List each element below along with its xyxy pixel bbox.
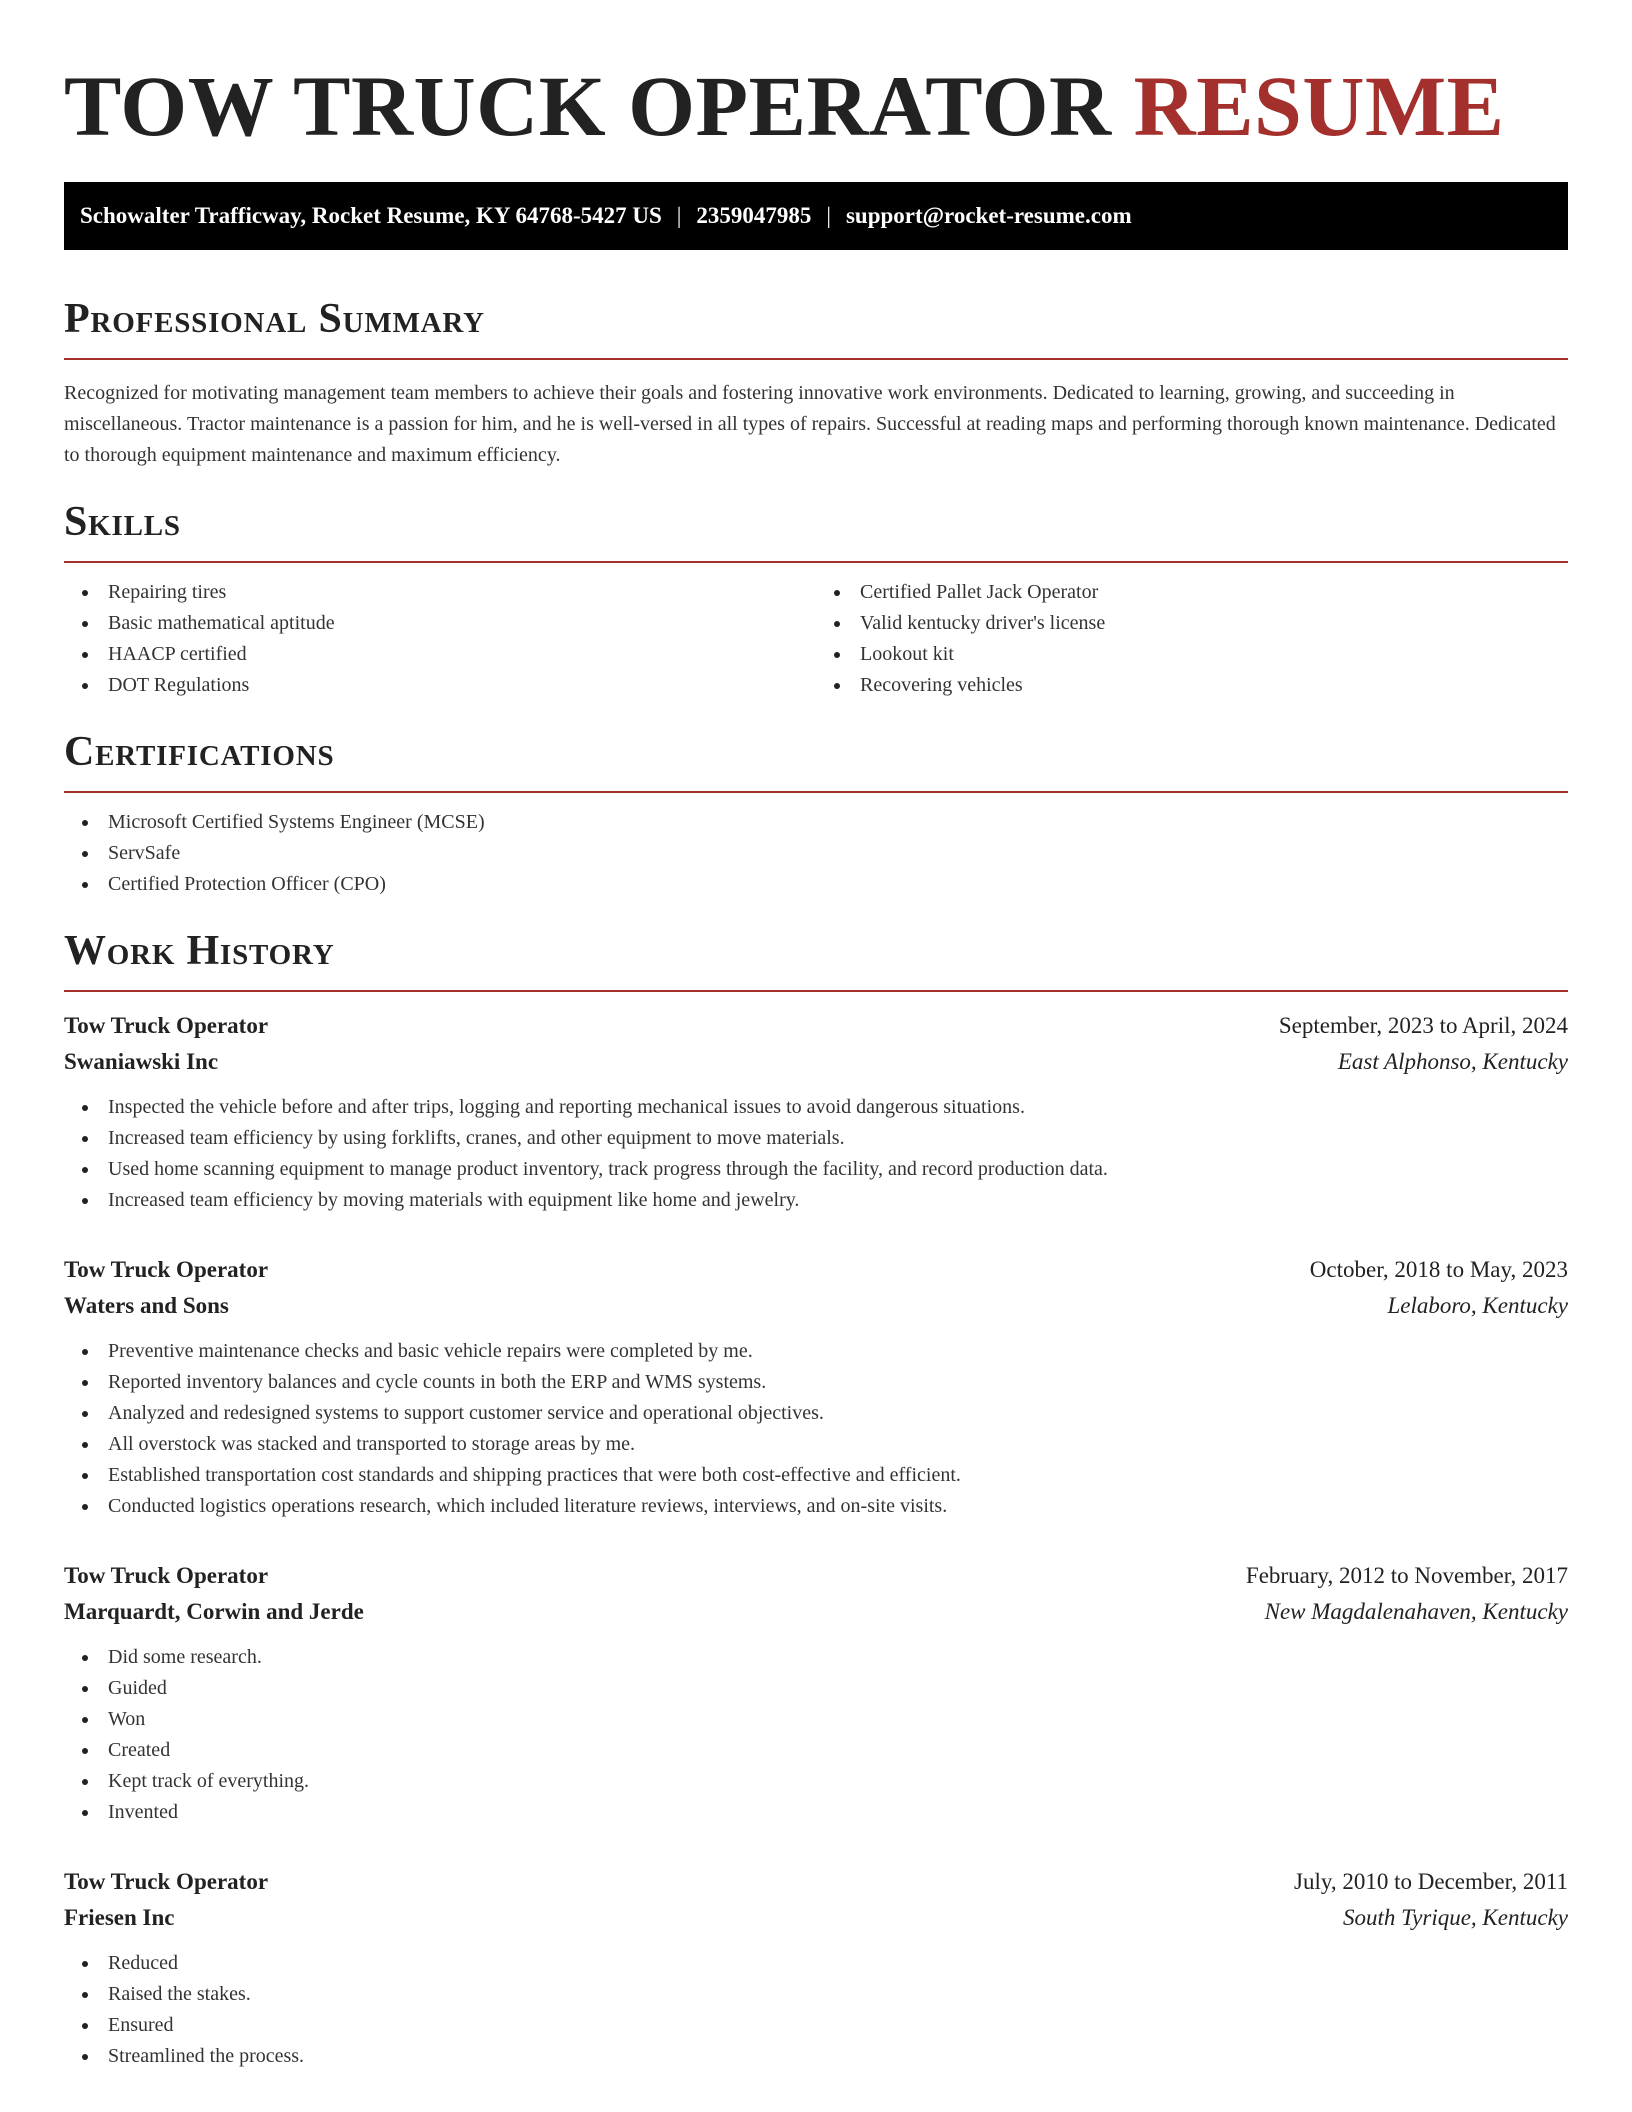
job-header-row bbox=[64, 1864, 1568, 1900]
skill-item: Basic mathematical aptitude bbox=[64, 608, 816, 639]
job-bullet: Increased team efficiency by moving materials with equipment like home and jewelry. bbox=[64, 1185, 1568, 1216]
job-entry bbox=[64, 1252, 1568, 1522]
certifications-section bbox=[64, 727, 1568, 900]
job-bullet: Raised the stakes. bbox=[64, 1979, 1568, 2010]
job-bullet: Increased team efficiency by using forklifts, cranes, and other equipment to move materials. bbox=[64, 1123, 1568, 1154]
skill-item: Valid kentucky driver's license bbox=[816, 608, 1568, 639]
job-dates: February, 2012 to November, 2017 bbox=[1245, 1563, 1568, 1588]
skill-item: Certified Pallet Jack Operator bbox=[816, 577, 1568, 608]
skill-item: HAACP certified bbox=[64, 639, 816, 670]
job-bullet: Reduced bbox=[64, 1948, 1568, 1979]
job-bullet: Analyzed and redesigned systems to support customer service and operational objectives. bbox=[64, 1398, 1568, 1429]
certifications-list bbox=[64, 807, 1568, 900]
job-bullet: Conducted logistics operations research, which included literature reviews, interviews, and on-site visits. bbox=[64, 1491, 1568, 1522]
job-bullet: Preventive maintenance checks and basic vehicle repairs were completed by me. bbox=[64, 1336, 1568, 1367]
job-dates: September, 2023 to April, 2024 bbox=[1278, 1013, 1568, 1038]
job-location: Lelaboro, Kentucky bbox=[1387, 1293, 1568, 1318]
contact-bar bbox=[64, 182, 1568, 250]
job-company: Swaniawski Inc bbox=[64, 1049, 219, 1074]
contact-separator: | bbox=[826, 203, 831, 228]
section-divider bbox=[64, 791, 1568, 793]
job-dates: July, 2010 to December, 2011 bbox=[1294, 1869, 1568, 1894]
contact-address: Schowalter Trafficway, Rocket Resume, KY 64768-5427 US bbox=[80, 203, 662, 228]
skills-grid bbox=[64, 563, 1568, 701]
job-company: Marquardt, Corwin and Jerde bbox=[64, 1599, 364, 1624]
job-header-row bbox=[64, 1252, 1568, 1288]
skills-heading: Skills bbox=[64, 499, 181, 545]
job-entry bbox=[64, 1558, 1568, 1828]
resume-title bbox=[64, 56, 1568, 156]
section-divider bbox=[64, 990, 1568, 992]
job-bullet: Did some research. bbox=[64, 1642, 1568, 1673]
job-bullet: Used home scanning equipment to manage product inventory, track progress through the facility, and record production data. bbox=[64, 1154, 1568, 1185]
job-location: East Alphonso, Kentucky bbox=[1337, 1049, 1568, 1074]
job-bullets bbox=[64, 1336, 1568, 1522]
job-bullet: Established transportation cost standards and shipping practices that were both cost-effective and efficient. bbox=[64, 1460, 1568, 1491]
work-history-heading: Work History bbox=[64, 928, 335, 974]
job-title: Tow Truck Operator bbox=[64, 1257, 269, 1282]
job-bullet: Streamlined the process. bbox=[64, 2041, 1568, 2072]
job-company: Friesen Inc bbox=[64, 1905, 175, 1930]
job-bullets bbox=[64, 1092, 1568, 1216]
work-history-section bbox=[64, 926, 1568, 2072]
job-company: Waters and Sons bbox=[64, 1293, 229, 1318]
job-title: Tow Truck Operator bbox=[64, 1869, 269, 1894]
job-location: South Tyrique, Kentucky bbox=[1342, 1905, 1568, 1930]
skill-item: DOT Regulations bbox=[64, 670, 816, 701]
job-bullet: Won bbox=[64, 1704, 1568, 1735]
summary-heading: Professional Summary bbox=[64, 296, 485, 342]
job-company-row bbox=[64, 1044, 1568, 1080]
certifications-heading: Certifications bbox=[64, 729, 335, 775]
title-accent: RESUME bbox=[1133, 58, 1505, 154]
section-divider bbox=[64, 358, 1568, 360]
certification-item: Certified Protection Officer (CPO) bbox=[64, 869, 1568, 900]
skills-section bbox=[64, 497, 1568, 701]
job-company-row bbox=[64, 1594, 1568, 1630]
job-bullets bbox=[64, 1948, 1568, 2072]
job-bullet: Ensured bbox=[64, 2010, 1568, 2041]
summary-section bbox=[64, 294, 1568, 471]
job-entry bbox=[64, 1864, 1568, 2072]
job-bullet: Inspected the vehicle before and after trips, logging and reporting mechanical issues to avoid dangerous situations. bbox=[64, 1092, 1568, 1123]
job-header-row bbox=[64, 1008, 1568, 1044]
job-bullet: Invented bbox=[64, 1797, 1568, 1828]
certification-item: ServSafe bbox=[64, 838, 1568, 869]
summary-text: Recognized for motivating management team members to achieve their goals and fostering innovative work environments. Dedicated to learning, growing, and succeeding in miscellaneous. Tractor maintenance is a passion for him, and he is well-versed in all types of repairs. Successful at reading maps and performing thorough known maintenance. Dedicated to thorough equipment maintenance and maximum efficiency. bbox=[64, 382, 1556, 466]
title-main: TOW TRUCK OPERATOR bbox=[64, 58, 1112, 154]
job-company-row bbox=[64, 1288, 1568, 1324]
contact-separator: | bbox=[676, 203, 682, 228]
job-title: Tow Truck Operator bbox=[64, 1563, 269, 1588]
contact-email: support@rocket-resume.com bbox=[845, 203, 1132, 228]
certification-item: Microsoft Certified Systems Engineer (MCSE) bbox=[64, 807, 1568, 838]
skill-item: Recovering vehicles bbox=[816, 670, 1568, 701]
skill-item: Repairing tires bbox=[64, 577, 816, 608]
job-bullet: Reported inventory balances and cycle counts in both the ERP and WMS systems. bbox=[64, 1367, 1568, 1398]
job-bullet: All overstock was stacked and transported to storage areas by me. bbox=[64, 1429, 1568, 1460]
contact-phone: 2359047985 bbox=[696, 203, 812, 228]
job-company-row bbox=[64, 1900, 1568, 1936]
skill-item: Lookout kit bbox=[816, 639, 1568, 670]
job-bullet: Kept track of everything. bbox=[64, 1766, 1568, 1797]
job-bullet: Created bbox=[64, 1735, 1568, 1766]
job-title: Tow Truck Operator bbox=[64, 1013, 269, 1038]
job-dates: October, 2018 to May, 2023 bbox=[1309, 1257, 1568, 1282]
skills-list-right bbox=[816, 577, 1568, 701]
job-entry bbox=[64, 1008, 1568, 1216]
job-location: New Magdalenahaven, Kentucky bbox=[1264, 1599, 1568, 1624]
job-header-row bbox=[64, 1558, 1568, 1594]
skills-list-left bbox=[64, 577, 816, 701]
job-bullet: Guided bbox=[64, 1673, 1568, 1704]
job-bullets bbox=[64, 1642, 1568, 1828]
